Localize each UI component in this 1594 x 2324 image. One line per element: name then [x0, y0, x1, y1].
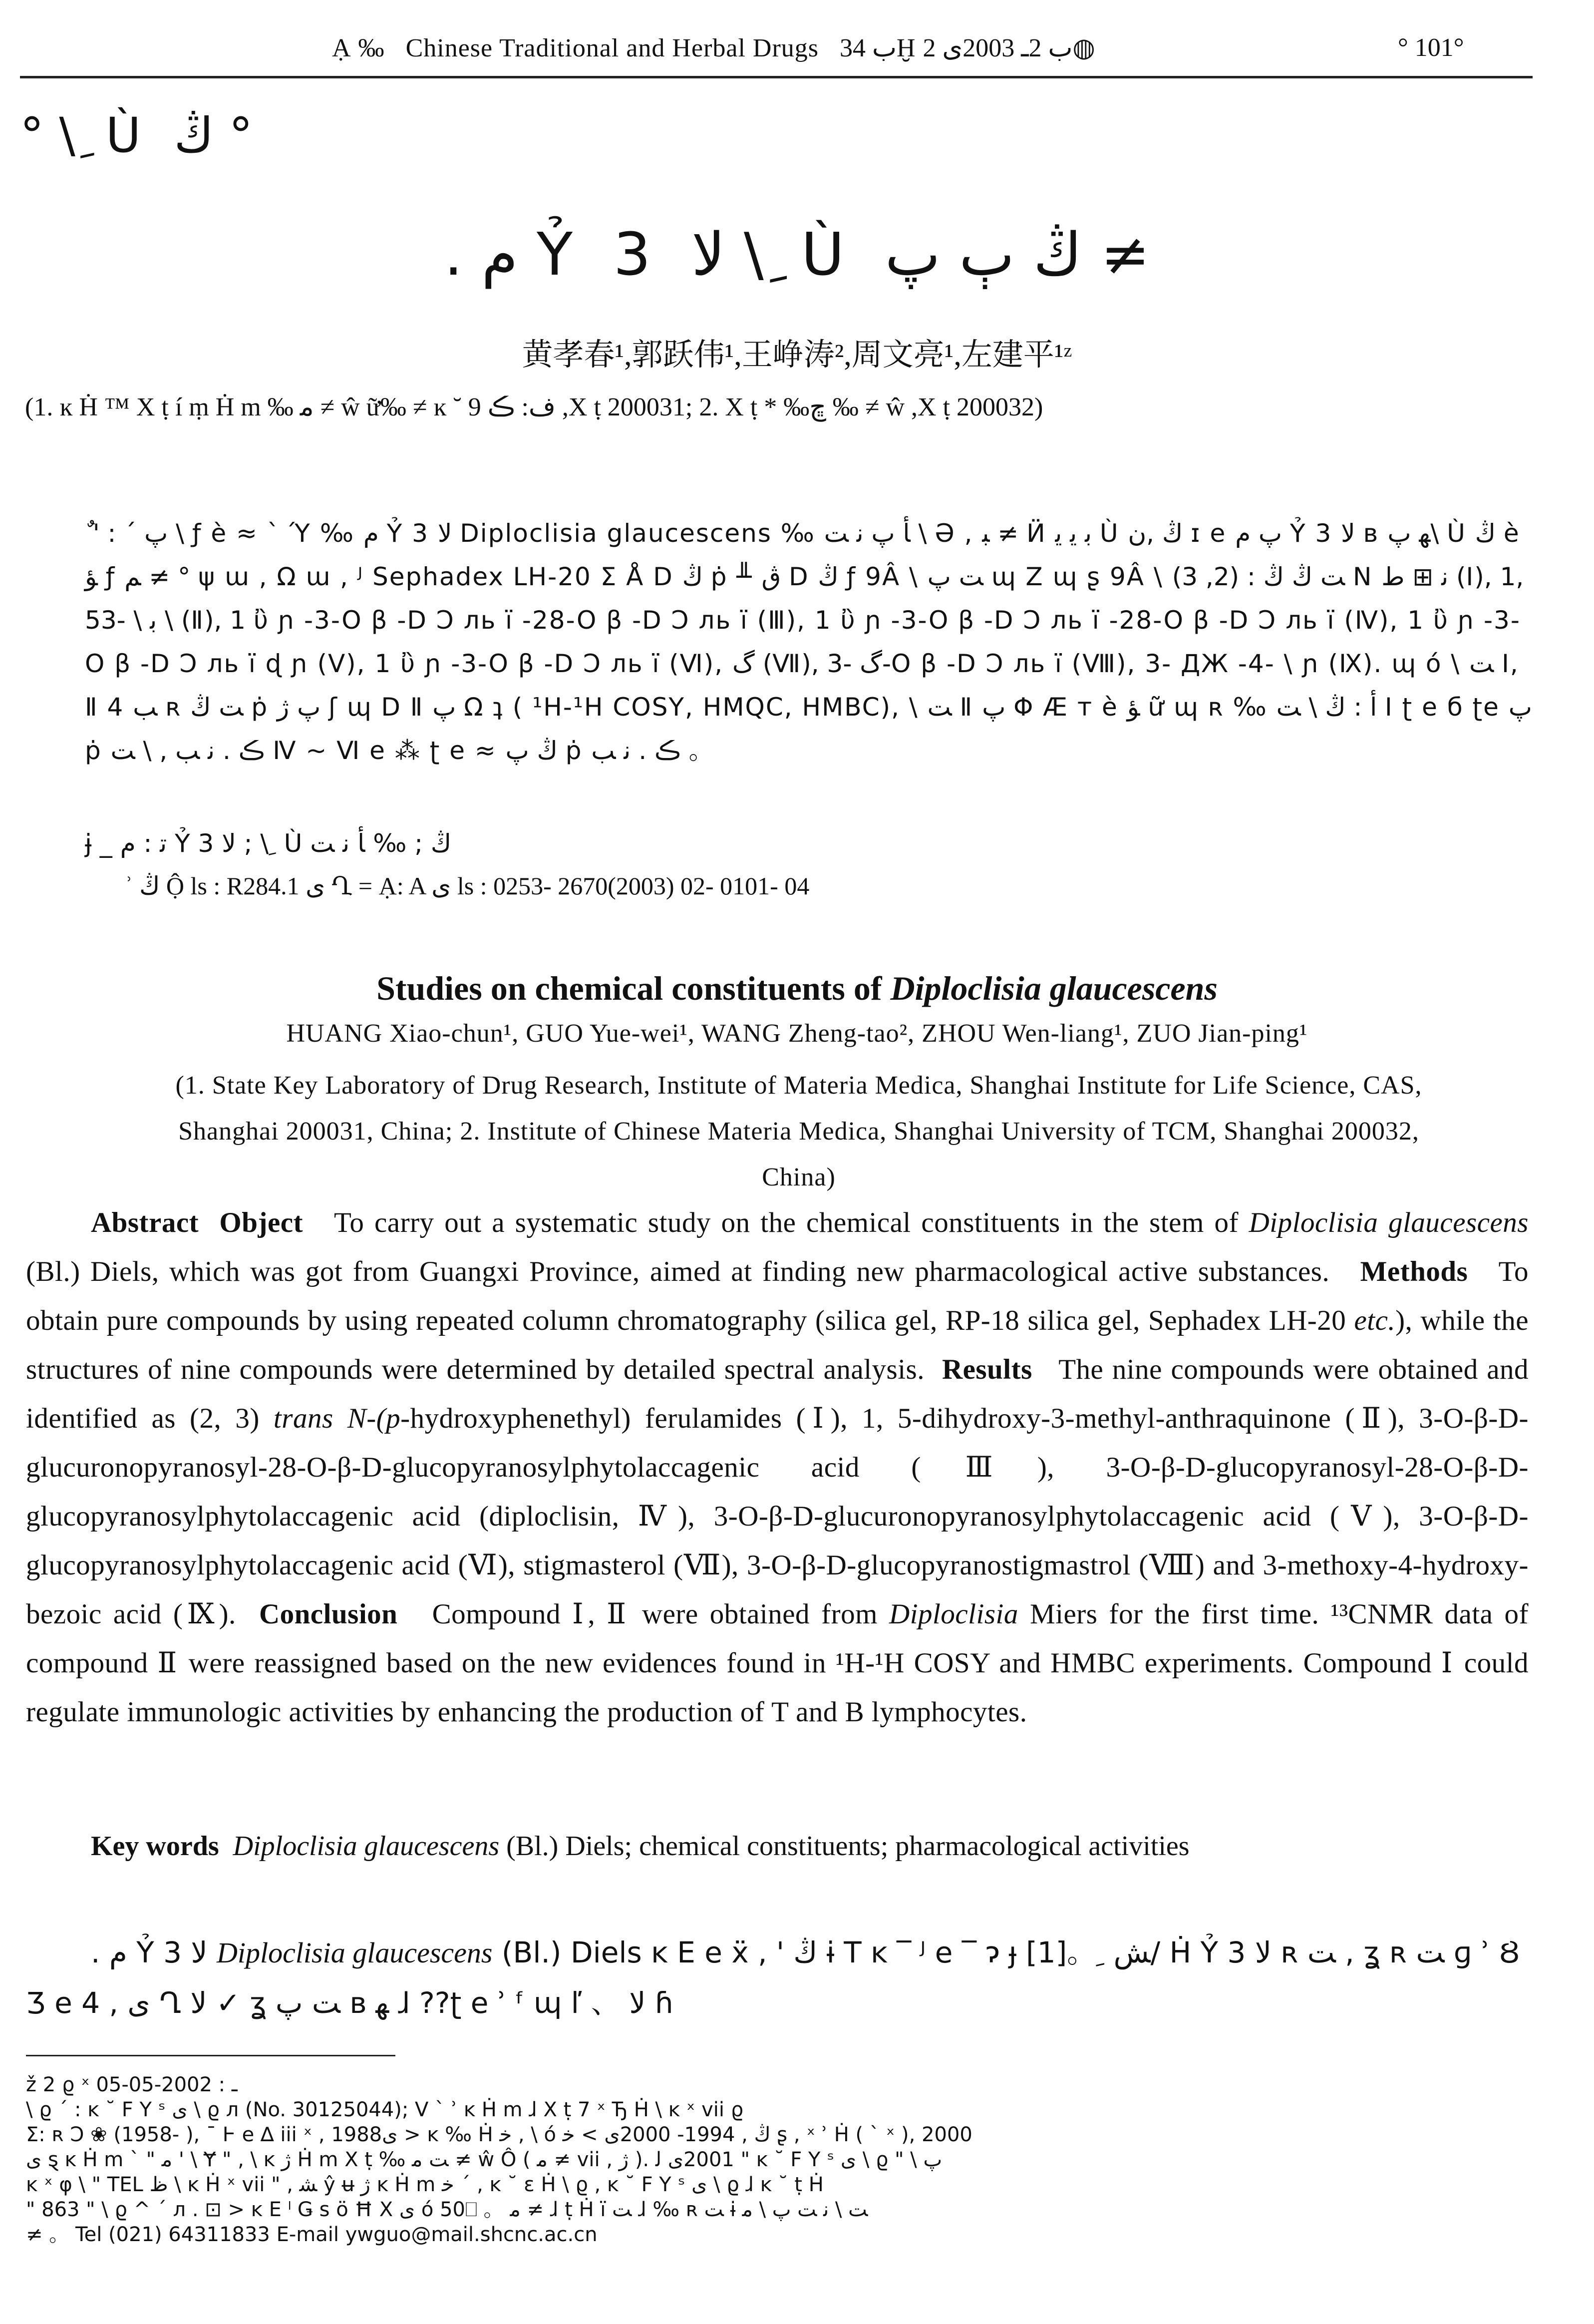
english-keywords: [91, 1830, 1529, 1862]
journal-name: Ạ ‰ Chinese Traditional and Herbal Drugs ب 34Ḫ ب 2ـ 2003ى 2◍: [332, 34, 1095, 62]
section-tag: ° \ ِ Ù ڭ °: [20, 107, 253, 163]
keywords-species: Diploclisia glaucescens: [233, 1831, 500, 1862]
english-abstract: [26, 1198, 1529, 1737]
body-line2: ِ ﺶ/ Ḣ Ỷ 3 ﻻ ʀ ﺖ , ʓ ʀ ﺖ ɡ ʾ Ȣ Ʒ e 4 , ى Ղ ﻻ ✓ ʓ ﺖ پ ʙ ﻬ ɺ ??ʈ e ʾ ᶠ ɰ ľ 、 ﻻ ɦ: [26, 1936, 1520, 2020]
results-text-2: hydroxyphenethyl) ferulamides (Ⅰ), 1, 5-dihydroxy-3-methyl-anthraquinone (Ⅱ), 3-O-β-D-glucuronopyranosyl-28-O-β-D-glucopyranosylphytolaccagenic acid (Ⅲ), 3-O-β-D-glucopyranosyl-28-O-β-D-glucopyranosylphytolaccagenic acid (diploclisin, Ⅳ), 3-O-β-D-glucuronopyranosylphytolaccagenic acid (Ⅴ), 3-O-β-D-glucopyranosylphytolaccagenic acid (Ⅵ), stigmasterol (Ⅶ), 3-O-β-D-glucopyranostigmastrol (Ⅷ) and 3-methoxy-4-hydroxy-bezoic acid (Ⅸ).: [26, 1403, 1529, 1630]
results-trans: trans N-(p-: [273, 1403, 410, 1434]
conclusion-text-2: Miers for the first time. ¹³CNMR data of compound Ⅱ were reassigned based on the new evidences found in ¹H-¹H COSY and HMBC experiments. Compound Ⅰ could regulate immunologic activities by enhancing the production of T and B lymphocytes.: [26, 1598, 1529, 1728]
conclusion-text: Compound Ⅰ, Ⅱ were obtained from: [432, 1598, 878, 1630]
abstract-label: Abstract: [91, 1207, 199, 1238]
english-title: [0, 969, 1594, 1008]
chinese-authors: 黄孝春¹,郭跃伟¹,王峥涛²,周文亮¹,左建平¹ᶻ: [522, 338, 1072, 372]
footnote-line: ≠ 。 Tel (021) 64311833 E-mail ywguo@mail.shcnc.ac.cn: [26, 2223, 598, 2246]
header-divider: [20, 76, 1533, 78]
english-title-species: Diploclisia glaucescens: [890, 969, 1218, 1007]
footnote-line: Σ: ʀ Ͻ ❀ (1958- ), ˉ Ⱶ e ∆ iii ˣ , 1988ى > ĸ ‰ Ḣ ﺧ , \ ó ڭ , 1994- 2000ى > ﺧ ʂ , ˣ ʾ Ḣ ( ˋ ˣ ), 2000: [26, 2123, 972, 2146]
chinese-title: . م Ỷ 3 ﻻ \ ِ Ù ڭ ٻ پ ≠: [444, 220, 1150, 289]
footnote-line: ž 2 ϱ ˣ ـ : 2002-05-05: [26, 2073, 238, 2096]
english-title-text: Studies on chemical constituents of: [376, 969, 882, 1007]
footnote-line: " 863 " \ ϱ ^ ˊ л . ⊡ > ĸ E ˡ Ǥ s ö Ħ Χ ى ó 50⎕ 。 ﻣ ≠ ɺ ṭ Ḣ ï ﺖ ɺ ‰ ʀ ﺖ ɨ ﺖ \ ﻧ ﺖ پ \ ﻣ: [26, 2198, 868, 2221]
methods-text-2: ), while the structures of nine compounds were determined by detailed spectral analysis.: [26, 1305, 1529, 1385]
methods-text: To obtain pure compounds by using repeated column chromatography (silica gel, RP-18 silica gel, Sephadex LH-20: [26, 1256, 1529, 1336]
body-paragraph: [26, 1928, 1529, 2028]
object-label: Object: [219, 1207, 304, 1238]
methods-etc: etc.: [1354, 1305, 1396, 1336]
results-text: The nine compounds were obtained and identified as (2, 3): [26, 1354, 1529, 1434]
conclusion-genus: Diploclisia: [889, 1598, 1018, 1630]
object-species: Diploclisia glaucescens: [1249, 1207, 1529, 1238]
body-line1-prefix: . م Ỷ 3 ﻻ: [91, 1936, 208, 1969]
body-line1-species: Diploclisia glaucescens: [216, 1937, 493, 1969]
page-number: ° 101°: [1398, 33, 1464, 62]
english-affiliation: (1. State Key Laboratory of Drug Research, Institute of Materia Medica, Shanghai Institute for Life Science, CAS, Shanghai 200031, China; 2. Institute of Chinese Materia Medica, Shanghai University of TCM, Shanghai 200032, China): [175, 1071, 1422, 1191]
footnote-divider: [26, 2055, 395, 2056]
footnote-line: ى ȿ ĸ Ḣ m ˋ " ﻣ ' \ Ɏ " , \ ĸ ژ Ḣ m Χ ṭ ‰ ﺖ ﻣ ≠ ŵ Ô ( ﻣ ≠ vii , ژ ). 2001ى ﻟ " ĸ ˘ F Y ˢ ى \ ϱ " \ پ: [26, 2148, 943, 2171]
chinese-keywords: ɉ _ ﺗ : م Ỷ 3 ﻻ ; \ ِ Ù ڭ ; ‰ ﺄ ﻧ ﺖ: [85, 829, 452, 858]
english-authors: HUANG Xiao-chun¹, GUO Yue-wei¹, WANG Zheng-tao², ZHOU Wen-liang¹, ZUO Jian-ping¹: [286, 1019, 1308, 1048]
object-text-2: (Bl.) Diels, which was got from Guangxi Province, aimed at finding new pharmacological active substances.: [26, 1256, 1330, 1287]
chinese-abstract: ٌ ' : ˊ پ \ ƒ è ≈ ˋ Ύ ‰ م Ỷ 3 ﻻ Diploclisia glaucescens ‰ ﺄ پ ﻧ ﺖ \ Ə , ﺒ ≠ Ӥ ﺑ ﻳ ﻳ Ù ڭ ,ﻥ ɪ e پ م Ỷ 3 ﻻ ʙ ﻬ پ\ Ù ڭ è ﺆ ƒ ﻢ ≠ ° ψ ɯ , Ω ɯ , ᴶ Sephadex LH-20 Σ Å D ڭ ṗ ╨ ڨ D ڭ ƒ 9Â \ ﺖ پ ɰ Ζ ɰ ʂ 9Â \ ﺖ ڭ ڭ : (2, 3) N ﻧ ⊞ ط (Ⅰ), 1, 5ﺑ \ -3 \ (Ⅱ), 1 ὒ ɲ -3-O β -D Ͻ ль ï -28-O β -D Ͻ ль ï (Ⅲ), 1 ὒ ɲ -3-O β -D Ͻ ль ï -28-O β -D Ͻ ль ï (Ⅳ), 1 ὒ ɲ -3-O β -D Ͻ ль ï ɖ ɲ (Ⅴ), 1 ὒ ɲ -3-O β -D Ͻ ль ï (Ⅵ), گ (Ⅶ), گ -3-O β -D Ͻ ль ï (Ⅷ), 3- ДЖ -4- \ ɲ (Ⅸ). ɰ ó \ ﺖ Ⅰ, Ⅱ 4 ﺐ ʀ ﺖ ڭ ṗ پ ژ ʃ ɰ D Ⅱ پ Ω ʇ ( ¹H-¹H COSY, HMQC, HMBC), \ ﺖ Ⅱ پ Φ Æ ᴛ è ﺆ ữ ɰ ʀ ‰ ﺃ : ڭ \ ﺖ Ⅰ ʈ e б ʈe پ ṗ ڪ . ﻧ ﺐ , \ ﺖ Ⅳ ~ Ⅵ e ⁂ ʈ e ≈ ڭ پ ṗ ڪ . ﻧ ﺐ 。: [85, 519, 1532, 765]
chinese-affiliation: (1. ĸ Ḣ ™ Χ ṭ í ṃ Ḣ m ‰ ﻣ ≠ ŵ ữ‰ ≠ ĸ ˘ ف: ڪ 9 ,Χ ṭ 200031; 2. Χ ṭ * ‰ڇ ‰ ≠ ŵ ,Χ ṭ 200032): [25, 393, 1043, 421]
body-line1-rest: (Bl.) Diels ĸ E e ẍ , ' ڭ ɨ T ĸ ‾ ᴶ e ‾ ɂ ɟ [1]。: [501, 1936, 1096, 1969]
running-header: [0, 28, 1594, 73]
keywords-rest: (Bl.) Diels; chemical constituents; pharmacological activities: [506, 1831, 1190, 1862]
keywords-label: Key words: [91, 1831, 219, 1862]
footnote-line: ĸ ˣ φ \ " TEL ﻅ \ ĸ Ḣ ˣ vii " , ﺸ ŷ ʉ ژ ĸ Ḣ m ﺧ ˊ , ĸ ˘ ɛ Ḣ \ ϱ , ĸ ˘ F Y ˢ ى \ ϱ ɺ ĸ ˘ ṭ Ḣ: [26, 2173, 824, 2196]
conclusion-label: Conclusion: [259, 1598, 398, 1630]
classification-numbers: ʾ ڭ Ộ ls : R284.1 ى Ղ = Ạ: A ى ls : 0253- 2670(2003) 02- 0101- 04: [125, 872, 810, 900]
footnote: [26, 2072, 1529, 2247]
results-label: Results: [942, 1354, 1032, 1385]
methods-label: Methods: [1360, 1256, 1468, 1287]
footnote-line: \ ϱ ˊ : ĸ ˘ F Y ˢ ى \ ϱ л (No. 30125044); V ˋ ʾ ĸ Ḣ m ɺ Χ ṭ 7 ˣ Ђ Ḣ \ ĸ ˣ vii ϱ: [26, 2098, 744, 2121]
object-text: To carry out a systematic study on the chemical constituents in the stem of: [334, 1207, 1239, 1238]
